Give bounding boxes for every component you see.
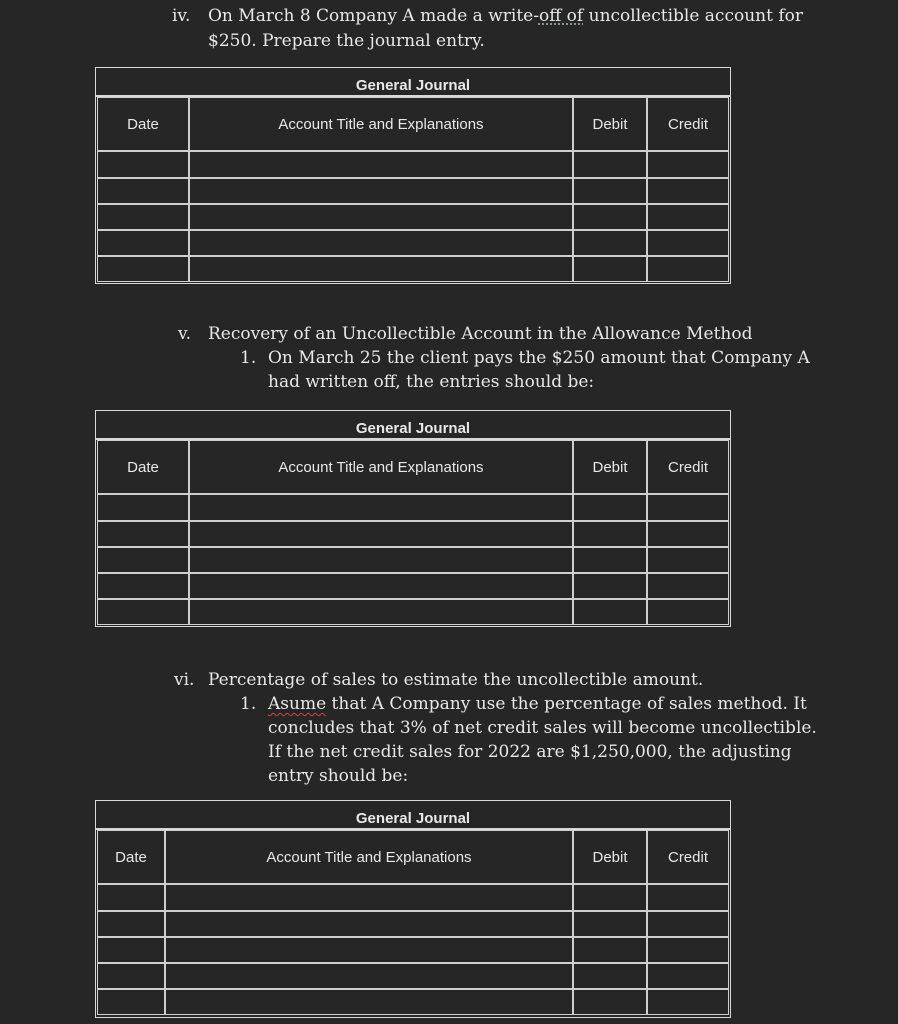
- entry-credit-cell[interactable]: [647, 230, 729, 256]
- entry-account-cell[interactable]: [189, 494, 573, 521]
- entry-credit-cell[interactable]: [647, 204, 729, 230]
- entry-debit-cell[interactable]: [573, 989, 647, 1015]
- entry-credit-cell[interactable]: [647, 911, 729, 937]
- section-vi-heading: Percentage of sales to estimate the uncollectible amount.: [208, 670, 704, 690]
- entry-account-cell[interactable]: [189, 256, 573, 282]
- entry-credit-cell[interactable]: [647, 151, 729, 178]
- col-header-credit: Credit: [647, 830, 729, 884]
- entry-credit-cell[interactable]: [647, 547, 729, 573]
- entry-debit-cell[interactable]: [573, 547, 647, 573]
- journal-title: General Journal: [95, 67, 731, 97]
- entry-debit-cell[interactable]: [573, 573, 647, 599]
- col-header-date: Date: [97, 830, 165, 884]
- entry-date-cell[interactable]: [97, 204, 189, 230]
- section-vi-line3: If the net credit sales for 2022 are $1,250,000, the adjusting: [268, 742, 792, 762]
- entry-account-cell[interactable]: [189, 178, 573, 204]
- entry-date-cell[interactable]: [97, 989, 165, 1015]
- entry-date-cell[interactable]: [97, 178, 189, 204]
- entry-date-cell[interactable]: [97, 963, 165, 989]
- general-journal-1: [95, 67, 731, 283]
- entry-account-cell[interactable]: [189, 599, 573, 625]
- section-vi-line1: [268, 692, 807, 716]
- section-v-marker: v.: [178, 324, 191, 344]
- col-header-account: Account Title and Explanations: [189, 440, 573, 494]
- col-header-date: Date: [97, 440, 189, 494]
- entry-debit-cell[interactable]: [573, 963, 647, 989]
- entry-debit-cell[interactable]: [573, 599, 647, 625]
- entry-debit-cell[interactable]: [573, 178, 647, 204]
- entry-account-cell[interactable]: [165, 989, 573, 1015]
- section-vi-line1-post: that A Company use the percentage of sales method. It: [326, 694, 807, 714]
- entry-account-cell[interactable]: [165, 937, 573, 963]
- journal-title: General Journal: [95, 410, 731, 440]
- col-header-credit: Credit: [647, 97, 729, 151]
- entry-date-cell[interactable]: [97, 599, 189, 625]
- entry-date-cell[interactable]: [97, 230, 189, 256]
- entry-debit-cell[interactable]: [573, 494, 647, 521]
- col-header-debit: Debit: [573, 97, 647, 151]
- entry-date-cell[interactable]: [97, 937, 165, 963]
- general-journal-3: [95, 800, 731, 1018]
- section-v-sub-marker: 1.: [240, 348, 257, 368]
- entry-account-cell[interactable]: [189, 151, 573, 178]
- section-vi-line2: concludes that 3% of net credit sales will become uncollectible.: [268, 718, 817, 738]
- entry-date-cell[interactable]: [97, 256, 189, 282]
- entry-account-cell[interactable]: [165, 884, 573, 911]
- col-header-credit: Credit: [647, 440, 729, 494]
- entry-account-cell[interactable]: [165, 963, 573, 989]
- entry-debit-cell[interactable]: [573, 937, 647, 963]
- entry-account-cell[interactable]: [165, 911, 573, 937]
- entry-account-cell[interactable]: [189, 573, 573, 599]
- col-header-account: Account Title and Explanations: [189, 97, 573, 151]
- entry-credit-cell[interactable]: [647, 884, 729, 911]
- entry-date-cell[interactable]: [97, 884, 165, 911]
- entry-debit-cell[interactable]: [573, 911, 647, 937]
- entry-credit-cell[interactable]: [647, 937, 729, 963]
- section-v-line2: had written off, the entries should be:: [268, 372, 595, 392]
- col-header-account: Account Title and Explanations: [165, 830, 573, 884]
- entry-credit-cell[interactable]: [647, 989, 729, 1015]
- entry-date-cell[interactable]: [97, 547, 189, 573]
- general-journal-2: [95, 410, 731, 626]
- entry-debit-cell[interactable]: [573, 151, 647, 178]
- section-vi-line1-flagged: Asume: [268, 694, 327, 714]
- section-vi-sub-marker: 1.: [240, 694, 257, 714]
- col-header-debit: Debit: [573, 440, 647, 494]
- section-iv-line1-flagged: off of: [538, 6, 584, 26]
- entry-credit-cell[interactable]: [647, 178, 729, 204]
- section-iv-line1-post: uncollectible account for: [583, 6, 803, 26]
- entry-credit-cell[interactable]: [647, 573, 729, 599]
- entry-date-cell[interactable]: [97, 573, 189, 599]
- col-header-date: Date: [97, 97, 189, 151]
- entry-debit-cell[interactable]: [573, 521, 647, 547]
- entry-credit-cell[interactable]: [647, 599, 729, 625]
- entry-date-cell[interactable]: [97, 911, 165, 937]
- entry-date-cell[interactable]: [97, 494, 189, 521]
- entry-credit-cell[interactable]: [647, 256, 729, 282]
- col-header-debit: Debit: [573, 830, 647, 884]
- entry-account-cell[interactable]: [189, 547, 573, 573]
- section-v-line1: On March 25 the client pays the $250 amount that Company A: [268, 348, 810, 368]
- section-iv-line1: [208, 4, 803, 28]
- section-iv-marker: iv.: [172, 6, 191, 26]
- entry-debit-cell[interactable]: [573, 204, 647, 230]
- entry-date-cell[interactable]: [97, 151, 189, 178]
- section-v-heading: Recovery of an Uncollectible Account in the Allowance Method: [208, 324, 753, 344]
- journal-title: General Journal: [95, 800, 731, 830]
- section-vi-line4: entry should be:: [268, 766, 409, 786]
- entry-account-cell[interactable]: [189, 230, 573, 256]
- entry-debit-cell[interactable]: [573, 884, 647, 911]
- section-iv-line2: $250. Prepare the journal entry.: [208, 31, 485, 51]
- section-vi-marker: vi.: [174, 670, 195, 690]
- entry-credit-cell[interactable]: [647, 963, 729, 989]
- entry-credit-cell[interactable]: [647, 521, 729, 547]
- entry-credit-cell[interactable]: [647, 494, 729, 521]
- entry-account-cell[interactable]: [189, 521, 573, 547]
- section-iv-line1-pre: On March 8 Company A made a write-: [208, 6, 539, 26]
- entry-date-cell[interactable]: [97, 521, 189, 547]
- entry-account-cell[interactable]: [189, 204, 573, 230]
- entry-debit-cell[interactable]: [573, 256, 647, 282]
- entry-debit-cell[interactable]: [573, 230, 647, 256]
